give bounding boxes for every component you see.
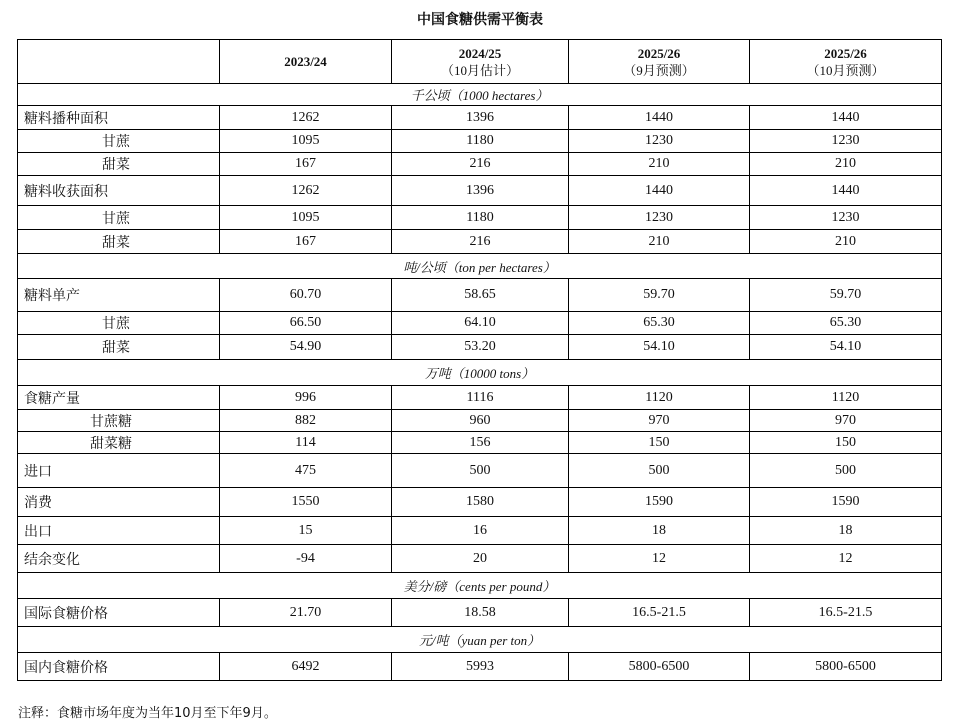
header-row	[18, 40, 942, 84]
header-col-3	[569, 40, 750, 84]
value-cell: 210	[750, 153, 942, 176]
row-label: 国际食糖价格	[18, 599, 220, 627]
table-row	[18, 335, 942, 360]
unit-row	[18, 573, 942, 599]
value-cell: 1230	[569, 130, 750, 153]
row-label: 甘蔗糖	[18, 410, 220, 432]
row-label: 甘蔗	[18, 130, 220, 153]
table-row	[18, 153, 942, 176]
table-row	[18, 545, 942, 573]
header-col-1	[220, 40, 392, 84]
table-row	[18, 312, 942, 335]
value-cell: 20	[392, 545, 569, 573]
table-row	[18, 206, 942, 230]
table-row	[18, 230, 942, 254]
value-cell: 500	[392, 454, 569, 488]
row-label: 国内食糖价格	[18, 653, 220, 681]
table-row	[18, 653, 942, 681]
row-label: 进口	[18, 454, 220, 488]
value-cell: 1590	[569, 488, 750, 517]
value-cell: 1180	[392, 130, 569, 153]
value-cell: 16.5-21.5	[750, 599, 942, 627]
value-cell: 54.90	[220, 335, 392, 360]
unit-row	[18, 360, 942, 386]
value-cell: 5800-6500	[750, 653, 942, 681]
value-cell: 1095	[220, 206, 392, 230]
unit-label: 万吨（10000 tons）	[18, 360, 942, 386]
value-cell: 970	[750, 410, 942, 432]
value-cell: 54.10	[750, 335, 942, 360]
value-cell: 500	[750, 454, 942, 488]
value-cell: 167	[220, 230, 392, 254]
value-cell: 114	[220, 432, 392, 454]
table-row	[18, 488, 942, 517]
value-cell: 1262	[220, 176, 392, 206]
value-cell: 1440	[569, 106, 750, 130]
value-cell: 1116	[392, 386, 569, 410]
row-label: 甜菜	[18, 335, 220, 360]
table-row	[18, 106, 942, 130]
value-cell: 12	[569, 545, 750, 573]
value-cell: 1440	[750, 176, 942, 206]
value-cell: 500	[569, 454, 750, 488]
unit-row	[18, 627, 942, 653]
unit-label: 吨/公顷（ton per hectares）	[18, 254, 942, 279]
header-year: 2025/26	[824, 45, 867, 61]
value-cell: 216	[392, 230, 569, 254]
table-row	[18, 130, 942, 153]
header-col-2	[392, 40, 569, 84]
value-cell: 1230	[750, 130, 942, 153]
value-cell: 1120	[750, 386, 942, 410]
row-label: 甘蔗	[18, 312, 220, 335]
row-label: 甜菜	[18, 153, 220, 176]
value-cell: 970	[569, 410, 750, 432]
row-label: 甜菜糖	[18, 432, 220, 454]
row-label: 消费	[18, 488, 220, 517]
value-cell: 16.5-21.5	[569, 599, 750, 627]
header-year: 2025/26	[637, 45, 681, 61]
row-label: 结余变化	[18, 545, 220, 573]
header-corner-cell	[18, 40, 220, 84]
header-year: 2023/24	[284, 54, 327, 69]
unit-row	[18, 84, 942, 106]
value-cell: -94	[220, 545, 392, 573]
value-cell: 64.10	[392, 312, 569, 335]
value-cell: 1396	[392, 176, 569, 206]
value-cell: 5993	[392, 653, 569, 681]
header-subtitle: （10月预测）	[806, 62, 885, 78]
value-cell: 12	[750, 545, 942, 573]
value-cell: 1230	[750, 206, 942, 230]
row-label: 食糖产量	[18, 386, 220, 410]
value-cell: 1440	[750, 106, 942, 130]
header-subtitle: （9月预测）	[623, 62, 695, 78]
unit-label: 美分/磅（cents per pound）	[18, 573, 942, 599]
footnote: 注释：食糖市场年度为当年10月至下年9月。	[18, 706, 277, 721]
unit-label: 元/吨（yuan per ton）	[18, 627, 942, 653]
header-subtitle: （10月估计）	[440, 62, 519, 78]
table-row	[18, 279, 942, 312]
value-cell: 60.70	[220, 279, 392, 312]
row-label: 糖料播种面积	[18, 106, 220, 130]
value-cell: 1550	[220, 488, 392, 517]
value-cell: 18	[750, 517, 942, 545]
unit-row	[18, 254, 942, 279]
row-label: 糖料收获面积	[18, 176, 220, 206]
value-cell: 6492	[220, 653, 392, 681]
value-cell: 1180	[392, 206, 569, 230]
table-row	[18, 386, 942, 410]
value-cell: 18.58	[392, 599, 569, 627]
value-cell: 167	[220, 153, 392, 176]
supply-demand-table	[17, 39, 942, 681]
value-cell: 210	[569, 153, 750, 176]
value-cell: 1590	[750, 488, 942, 517]
table-row	[18, 599, 942, 627]
value-cell: 59.70	[569, 279, 750, 312]
value-cell: 960	[392, 410, 569, 432]
value-cell: 54.10	[569, 335, 750, 360]
table-title: 中国食糖供需平衡表	[417, 12, 543, 28]
value-cell: 1120	[569, 386, 750, 410]
value-cell: 65.30	[750, 312, 942, 335]
value-cell: 1396	[392, 106, 569, 130]
value-cell: 65.30	[569, 312, 750, 335]
value-cell: 21.70	[220, 599, 392, 627]
unit-label: 千公顷（1000 hectares）	[18, 84, 942, 106]
table-row	[18, 517, 942, 545]
value-cell: 156	[392, 432, 569, 454]
row-label: 甘蔗	[18, 206, 220, 230]
value-cell: 66.50	[220, 312, 392, 335]
value-cell: 1440	[569, 176, 750, 206]
value-cell: 15	[220, 517, 392, 545]
value-cell: 210	[750, 230, 942, 254]
value-cell: 150	[569, 432, 750, 454]
value-cell: 996	[220, 386, 392, 410]
value-cell: 150	[750, 432, 942, 454]
value-cell: 475	[220, 454, 392, 488]
value-cell: 58.65	[392, 279, 569, 312]
value-cell: 882	[220, 410, 392, 432]
value-cell: 53.20	[392, 335, 569, 360]
value-cell: 16	[392, 517, 569, 545]
value-cell: 216	[392, 153, 569, 176]
value-cell: 1095	[220, 130, 392, 153]
table-row	[18, 432, 942, 454]
row-label: 出口	[18, 517, 220, 545]
row-label: 甜菜	[18, 230, 220, 254]
value-cell: 18	[569, 517, 750, 545]
table-row	[18, 176, 942, 206]
value-cell: 1580	[392, 488, 569, 517]
value-cell: 1230	[569, 206, 750, 230]
table-row	[18, 410, 942, 432]
value-cell: 59.70	[750, 279, 942, 312]
value-cell: 210	[569, 230, 750, 254]
table-row	[18, 454, 942, 488]
header-year: 2024/25	[458, 45, 502, 61]
row-label: 糖料单产	[18, 279, 220, 312]
value-cell: 1262	[220, 106, 392, 130]
header-col-4	[750, 40, 942, 84]
value-cell: 5800-6500	[569, 653, 750, 681]
